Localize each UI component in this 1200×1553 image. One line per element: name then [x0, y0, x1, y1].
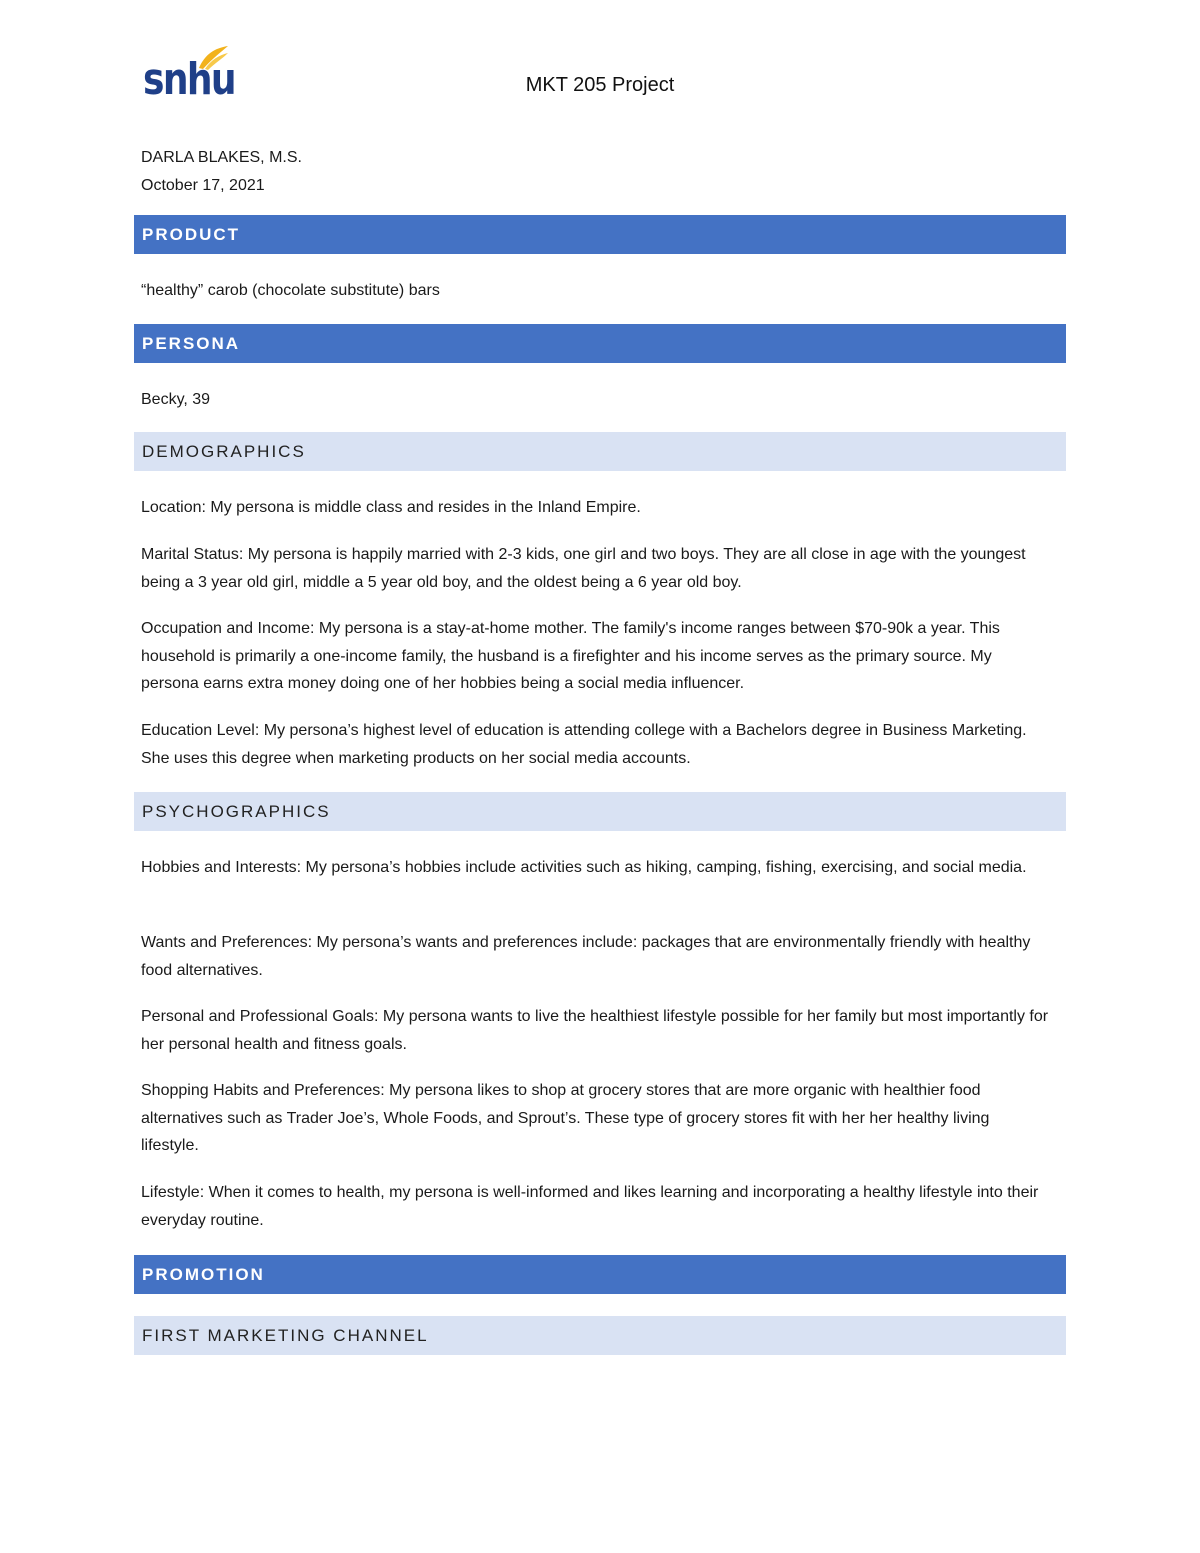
field-label: Wants and Preferences: [141, 934, 313, 951]
psychographics-goals [141, 1003, 1051, 1058]
document-title: MKT 205 Project [525, 74, 675, 96]
promotion-heading: PROMOTION [134, 1255, 1066, 1294]
demographics-location [141, 494, 1051, 522]
document-date: October 17, 2021 [141, 177, 265, 194]
field-text: My persona’s hobbies include activities such as hiking, camping, fishing, exercising, and social media. [301, 859, 1027, 876]
field-text: My persona wants to live the healthiest lifestyle possible for her family but most importantly for her personal health and fitness goals. [141, 1008, 1049, 1053]
field-text: My persona’s highest level of education is attending college with a Bachelors degree in Business Marketing. She uses this degree when marketing products on her social media accounts. [141, 722, 1027, 767]
field-label: Marital Status: [141, 546, 244, 563]
field-label: Shopping Habits and Preferences: [141, 1082, 385, 1099]
demographics-occupation [141, 615, 1051, 698]
field-label: Lifestyle: [141, 1184, 205, 1201]
field-label: Location: [141, 499, 206, 516]
psychographics-heading: PSYCHOGRAPHICS [134, 792, 1066, 831]
field-text: My persona is middle class and resides in the Inland Empire. [205, 499, 641, 516]
demographics-education [141, 717, 1051, 772]
field-text: My persona is happily married with 2-3 kids, one girl and two boys. They are all close in age with the youngest being a 3 year old girl, middle a 5 year old boy, and the oldest being a 6 year old boy. [141, 546, 1026, 591]
persona-heading: PERSONA [134, 324, 1066, 363]
author-block [141, 144, 302, 200]
field-label: Education Level: [141, 722, 260, 739]
psychographics-shopping [141, 1077, 1051, 1160]
logo-wordmark: snhu [143, 54, 235, 105]
product-text: “healthy” carob (chocolate substitute) bars [141, 282, 440, 299]
demographics-marital-status [141, 541, 1051, 596]
psychographics-hobbies [141, 854, 1051, 882]
field-label: Hobbies and Interests: [141, 859, 302, 876]
field-label: Occupation and Income: [141, 620, 315, 637]
field-label: Personal and Professional Goals: [141, 1008, 379, 1025]
psychographics-lifestyle [141, 1179, 1051, 1234]
persona-text: Becky, 39 [141, 391, 211, 408]
field-text: My persona is a stay-at-home mother. The family's income ranges between $70-90k a year. This household is primarily a one-income family, the husband is a firefighter and his income serves as the primary source. My persona earns extra money doing one of her hobbies being a social media influencer. [141, 620, 1000, 692]
product-heading: PRODUCT [134, 215, 1066, 254]
field-text: When it comes to health, my persona is well-informed and likes learning and incorporating a healthy lifestyle into their everyday routine. [141, 1184, 1039, 1229]
field-text: My persona’s wants and preferences include: packages that are environmentally friendly with healthy food alternatives. [141, 934, 1031, 979]
author-name: DARLA BLAKES, M.S. [141, 149, 302, 166]
demographics-heading: DEMOGRAPHICS [134, 432, 1066, 471]
field-text: My persona likes to shop at grocery stores that are more organic with healthier food alternatives such as Trader Joe’s, Whole Foods, and Sprout’s. These type of grocery stores fit with her her healthy living lifestyle. [141, 1082, 990, 1154]
first-marketing-channel-heading: FIRST MARKETING CHANNEL [134, 1316, 1066, 1355]
psychographics-wants [141, 929, 1051, 984]
